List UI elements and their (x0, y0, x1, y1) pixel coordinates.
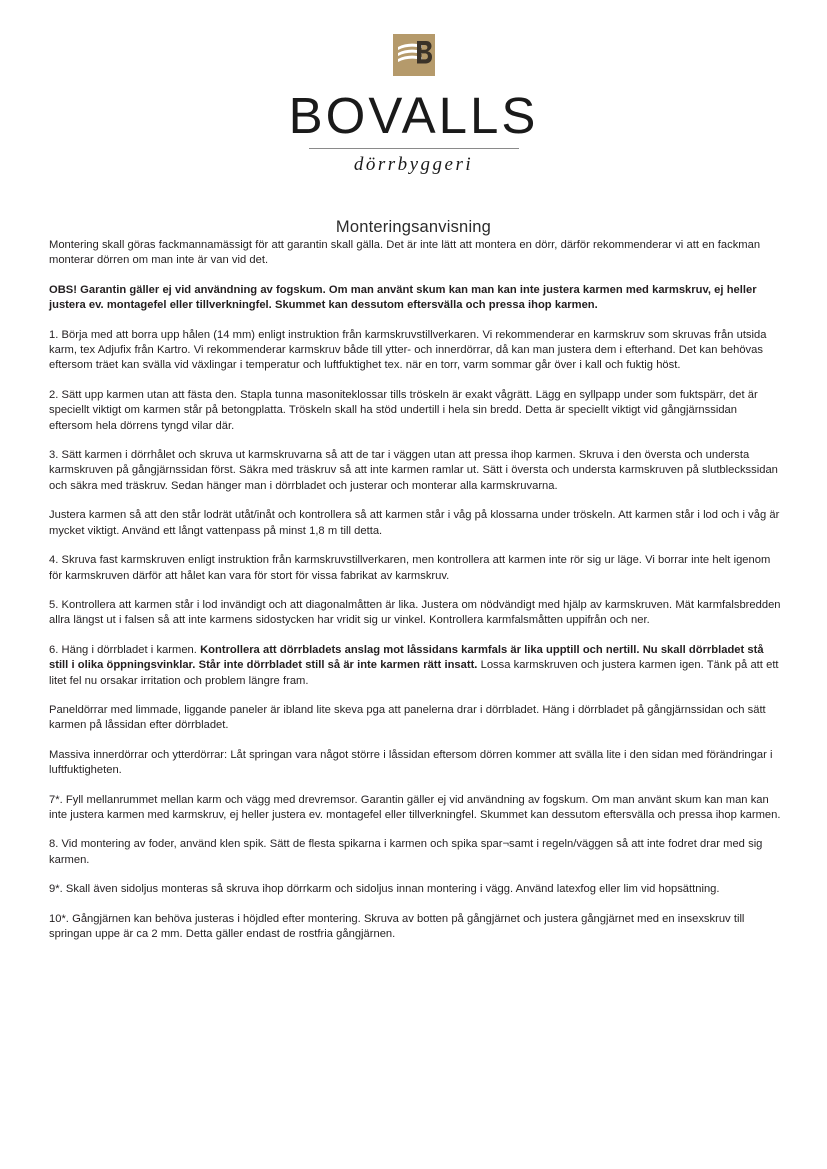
paragraph-step-5: 5. Kontrollera att karmen står i lod invändigt och att diagonalmåtten är lika. Justera om nödvändigt med hjälp av karmskruven. Mät karmfalsbredden allra längst ut i falsen så att inte karmens sidostycken har vridit sig ur vinkel. Kontrollera karmfalsmåtten uppifrån och ner. (49, 598, 781, 627)
paragraph-paneldorrar: Paneldörrar med limmade, liggande paneler är ibland lite skeva pga att panelerna drar i dörrbladet. Häng i dörrbladet på gångjärnssidan och sätt karmen på låssidan efter dörrbladet. (49, 703, 766, 732)
wordmark-bovalls: BOVALLS (288, 87, 539, 144)
step-6-bold-text: Kontrollera att dörrbladets anslag mot låssidans karmfals är lika upptill och nertill. Nu skall dörrbladet stå still i olika öppningsvinklar. Står inte dörrbladet still så är inte karmen rätt insatt. (49, 643, 764, 672)
paragraph-step-7: 7*. Fyll mellanrummet mellan karm och vägg med drevremsor. Garantin gäller ej vid användning av fogskum. Om man använt skum kan man kan inte justera karmen med karmskruv, ej heller justera ev. montagefel eller tillverkningfel. Skummet kan dessutom eftersvälla och pressa ihop karmen. (49, 793, 781, 821)
paragraph-step-9: 9*. Skall även sidoljus monteras så skruva ihop dörrkarm och sidoljus innan montering i vägg. Använd latexfog eller lim vid hopsättning. (49, 883, 720, 896)
paragraph-step-6 (49, 643, 782, 689)
paragraph-massiva-dorrar: Massiva innerdörrar och ytterdörrar: Låt springan vara något större i låssidan eftersom dörren kommer att svälla lite i den sidan med förändringar i luftfuktigheten. (49, 748, 773, 777)
paragraph-step-1: 1. Börja med att borra upp hålen (14 mm) enligt instruktion från karmskruvstillverkaren. Vi rekommenderar en karmskruv som skruvas från utsida karm, tex Adjufix från Kartro. Vi rekommenderar karmskruv både till ytter- och innerdörrar, då kan man justera dem i efterhand. Det kan behövas eftersom träet kan svälla vid växlingar i temperatur och luftfuktighet tex. när en torr, varm sommar går över i kall och fuktig höst. (49, 328, 767, 372)
step-6-lead-text: 6. Häng i dörrbladet i karmen. (49, 643, 201, 656)
bovalls-b-emblem-icon (393, 34, 435, 76)
paragraph-intro: Montering skall göras fackmannamässigt för att garantin skall gälla. Det är inte lätt att montera en dörr, därför rekommenderar vi att en fackman monterar dörren om man inte är van vid det. (49, 239, 761, 267)
paragraph-step-3: 3. Sätt karmen i dörrhålet och skruva ut karmskruvarna så att de tar i väggen utan att pressa ihop karmen. Skruva i den översta och understa karmskruven på gångjärnssidan först. Säkra med träskruv så att inte karmen ramlar ut. Sätt i översta och understa karmskruven på slutbleckssidan och säkra med träskruv. Sedan hänger man i dörrbladet och justerar och monterar alla karmskruvarna. (49, 449, 778, 492)
company-logo (0, 0, 827, 176)
step-6-trailing-text: Lossa karmskruven och justera karmen igen. Tänk på att ett litet fel nu orsakar irritation och problem längre fram. (49, 659, 779, 687)
paragraph-justera: Justera karmen så att den står lodrät utåt/inåt och kontrollera så att karmen står i våg på klossarna under tröskeln. Att karmen står i lod och i våg är mycket viktigt. Använd ett långt vattenpass på minst 1,8 m till detta. (49, 509, 780, 537)
paragraph-step-4: 4. Skruva fast karmskruven enligt instruktion från karmskruvstillverkaren, men kontrollera att karmen inte rör sig ur läge. Vi borrar inte helt igenom för karmskruven därför att hålet kan vara för stort för vissa fabrikat av karmskruv. (49, 554, 771, 582)
document-body (49, 238, 782, 956)
logo-divider-rule (309, 148, 519, 149)
paragraph-step-8: 8. Vid montering av foder, använd klen spik. Sätt de flesta spikarna i karmen och spika spar¬samt i regeln/väggen så att inte fodret drar med sig karmen. (49, 838, 763, 866)
paragraph-step-10: 10*. Gångjärnen kan behöva justeras i höjdled efter montering. Skruva av botten på gångjärnet och justera gångjärnet med en insexskruv till springan uppe är ca 2 mm. Detta gäller endast de rostfria gångjärnen. (49, 912, 745, 940)
page-title: Monteringsanvisning (335, 218, 492, 236)
paragraph-obs-warning: OBS! Garantin gäller ej vid användning av fogskum. Om man använt skum kan man kan inte justera karmen med karmskruv, ej heller justera ev. montagefel eller tillverkningfel. Skummet kan dessutom eftersvälla och pressa ihop karmen. (49, 283, 757, 312)
paragraph-step-2: 2. Sätt upp karmen utan att fästa den. Stapla tunna masoniteklossar tills tröskeln är exakt vågrätt. Lägg en syllpapp under som fuktspärr, det är speciellt viktigt om karmen står på betongplatta. Tröskeln skall ha stöd undertill i hela sin bredd. Detta är speciellt viktigt vid gångjärnssidan eftersom hela dörrens tyngd vilar där. (49, 388, 758, 432)
wordmark-dorrbyggeri: dörrbyggeri (353, 154, 474, 175)
